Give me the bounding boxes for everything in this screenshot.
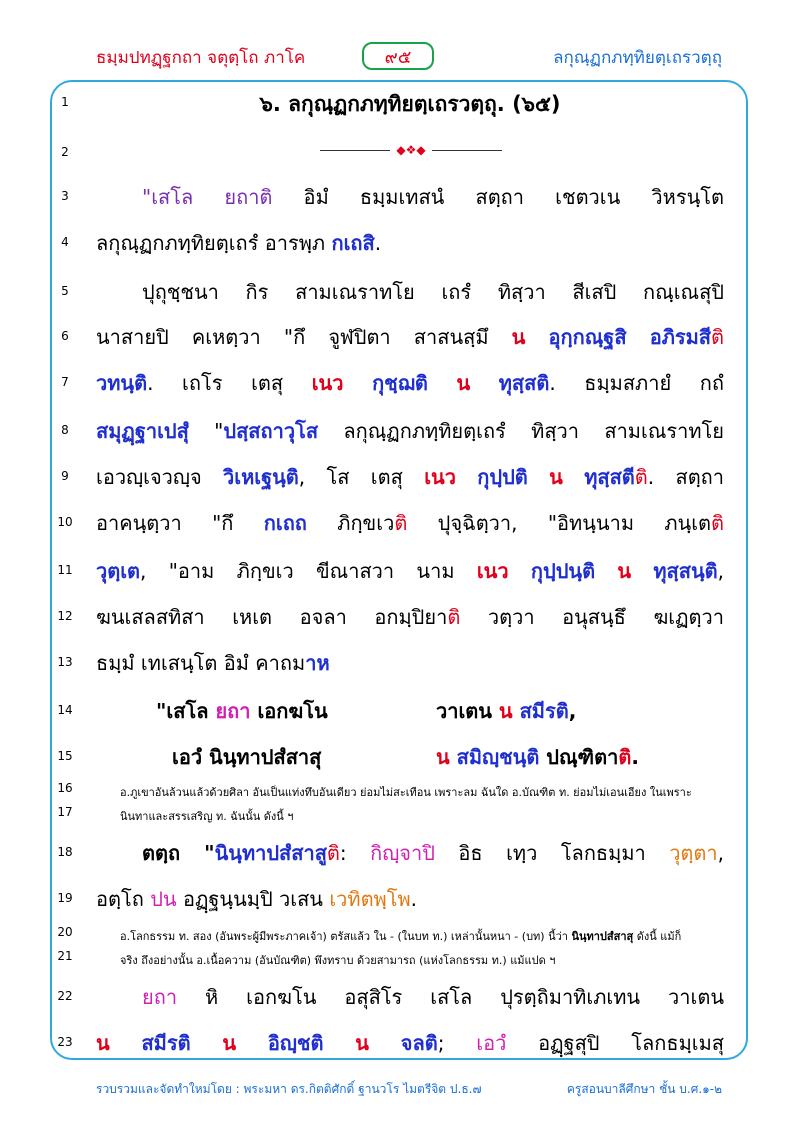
text-line-22: ยถา หิ เอกฆโน อสุสิโร เสโล ปุรตฺถิมาทิเภเทน วาเตน — [142, 985, 724, 1009]
line-number: 12 — [57, 609, 73, 623]
text-line-6: นาสายปิ คเหตฺวา "กึ จูฬปิตา สาสนสฺมึ น อุกฺกณฺฐสิ อภิรมสีติ — [96, 325, 725, 349]
line-number: 17 — [57, 805, 73, 819]
text-line-11: วุตฺเต, "อาม ภิกฺขเว ขีณาสวา นาม เนว กุปฺปนฺติ น ทุสฺสนฺติ, — [96, 559, 724, 583]
line-number: 1 — [61, 95, 69, 109]
line-number: 8 — [61, 423, 69, 437]
footer-compiler: รวบรวมและจัดทำใหม่โดย : พระมหา ดร.กิตติศักดิ์ ฐานวโร ไมตรีจิต ป.ธ.๗ — [96, 1082, 482, 1096]
story-heading: ๖. ลกุณฺฏกภทฺทิยตฺเถรวตฺถุ. (๖๕) — [259, 92, 561, 116]
line-number: 2 — [61, 145, 69, 159]
ornament-glyph: ◆❖◆ — [390, 143, 431, 157]
line-number: 22 — [57, 989, 73, 1003]
line-number: 21 — [57, 949, 73, 963]
line-number: 15 — [57, 749, 73, 763]
text-line-13: ธมฺมํ เทเสนฺโต อิมํ คาถมาห — [96, 651, 330, 675]
line-number: 3 — [61, 189, 69, 203]
line-number: 16 — [57, 781, 73, 795]
line-number: 18 — [57, 845, 73, 859]
line-number: 9 — [61, 469, 69, 483]
page-number-badge: ๙๕ — [362, 42, 434, 70]
line-number: 5 — [61, 284, 69, 298]
line-number: 6 — [61, 329, 69, 343]
text-line-5: ปุถุชฺชนา กิร สามเณราทโย เถรํ ทิสฺวา สีเสปิ กณฺเณสุปิ — [142, 280, 724, 304]
ornament-divider — [320, 143, 502, 157]
text-line-10: อาคนฺตฺวา "กึ กเถถ ภิกฺขเวติ ปุจฺฉิตฺวา, "อิทนฺนาม ภนฺเตติ — [96, 511, 725, 535]
translation-note: อ.โลกธรรม ท. สอง (อันพระผู้มีพระภาคเจ้า) ตรัสแล้ว ใน - (ในบท ท.) เหล่านั้นหนา - (บท) นี้ว่า นินฺทาปสํสาสุ ดังนี้ แม้ก็ — [120, 930, 682, 943]
header-story-title: ลกุณฺฏกภทฺทิยตฺเถรวตฺถุ — [553, 48, 722, 68]
line-number: 20 — [57, 925, 73, 939]
text-line-4: ลกุณฺฏกภทฺทิยตฺเถรํ อารพฺภ กเถสิ. — [96, 231, 382, 255]
text-line-9: เอวญฺเจวญฺจ วิเหเฐนฺติ, โส เตสุ เนว กุปฺปติ น ทุสฺสตีติ. สตฺถา — [96, 465, 725, 489]
text-line-8: สมุฏฺฐาเปสุํ "ปสฺสถาวุโส ลกุณฺฏกภทฺทิยตฺเถรํ ทิสฺวา สามเณราทโย — [96, 419, 724, 443]
text-line-19: อตฺโถ ปน อฏฺฐนฺนมฺปิ วเสน เวทิตพฺโพ. — [96, 887, 418, 911]
footer-course: ครูสอนบาลีศึกษา ชั้น บ.ศ.๑-๒ — [566, 1082, 722, 1096]
translation-note: นินทาและสรรเสริญ ท. ฉันนั้น ดังนี้ ฯ — [120, 810, 294, 823]
line-number: 14 — [57, 703, 73, 717]
line-number: 11 — [57, 563, 73, 577]
line-number: 7 — [61, 375, 69, 389]
text-line-23: น สมีรติ น อิญฺชติ น จลติ; เอวํ อฏฺฐสุปิ โลกธมฺเมสุ — [96, 1031, 725, 1055]
line-number: 10 — [57, 515, 73, 529]
line-number: 4 — [61, 235, 69, 249]
text-line-3: "เสโล ยถาติ อิมํ ธมฺมเทสนํ สตฺถา เชตวเน วิหรนฺโต — [142, 185, 724, 209]
translation-note: จริง ถึงอย่างนั้น อ.เนื้อความ (อันบัณฑิต) พึงทราบ ด้วยสามารถ (แห่งโลกธรรม ท.) แม้แปด ฯ — [120, 954, 556, 967]
text-line-7: วทนฺติ. เถโร เตสุ เนว กุชฺฌติ น ทุสฺสติ. ธมฺมสภายํ กถํ — [96, 371, 725, 395]
line-number: 23 — [57, 1035, 73, 1049]
text-line-12: ฆนเสลสทิสา เหเต อจลา อกมฺปิยาติ วตฺวา อนุสนฺธึ ฆเฏตฺวา — [96, 605, 725, 629]
text-line-18: ตตฺถ "นินฺทาปสํสาสูติ: กิญฺจาปิ อิธ เทฺว โลกธมฺมา วุตฺตา, — [142, 841, 724, 865]
line-number: 19 — [57, 891, 73, 905]
header-book-title: ธมฺมปทฏฺฐกถา จตุตฺโถ ภาโค — [96, 48, 306, 68]
line-number: 13 — [57, 655, 73, 669]
translation-note: อ.ภูเขาอันล้วนแล้วด้วยศิลา อันเป็นแท่งทึบอันเดียว ย่อมไม่สะเทือน เพราะลม ฉันใด อ.บัณฑิต ท. ย่อมไม่เอนเอียง ในเพราะ — [120, 786, 692, 799]
